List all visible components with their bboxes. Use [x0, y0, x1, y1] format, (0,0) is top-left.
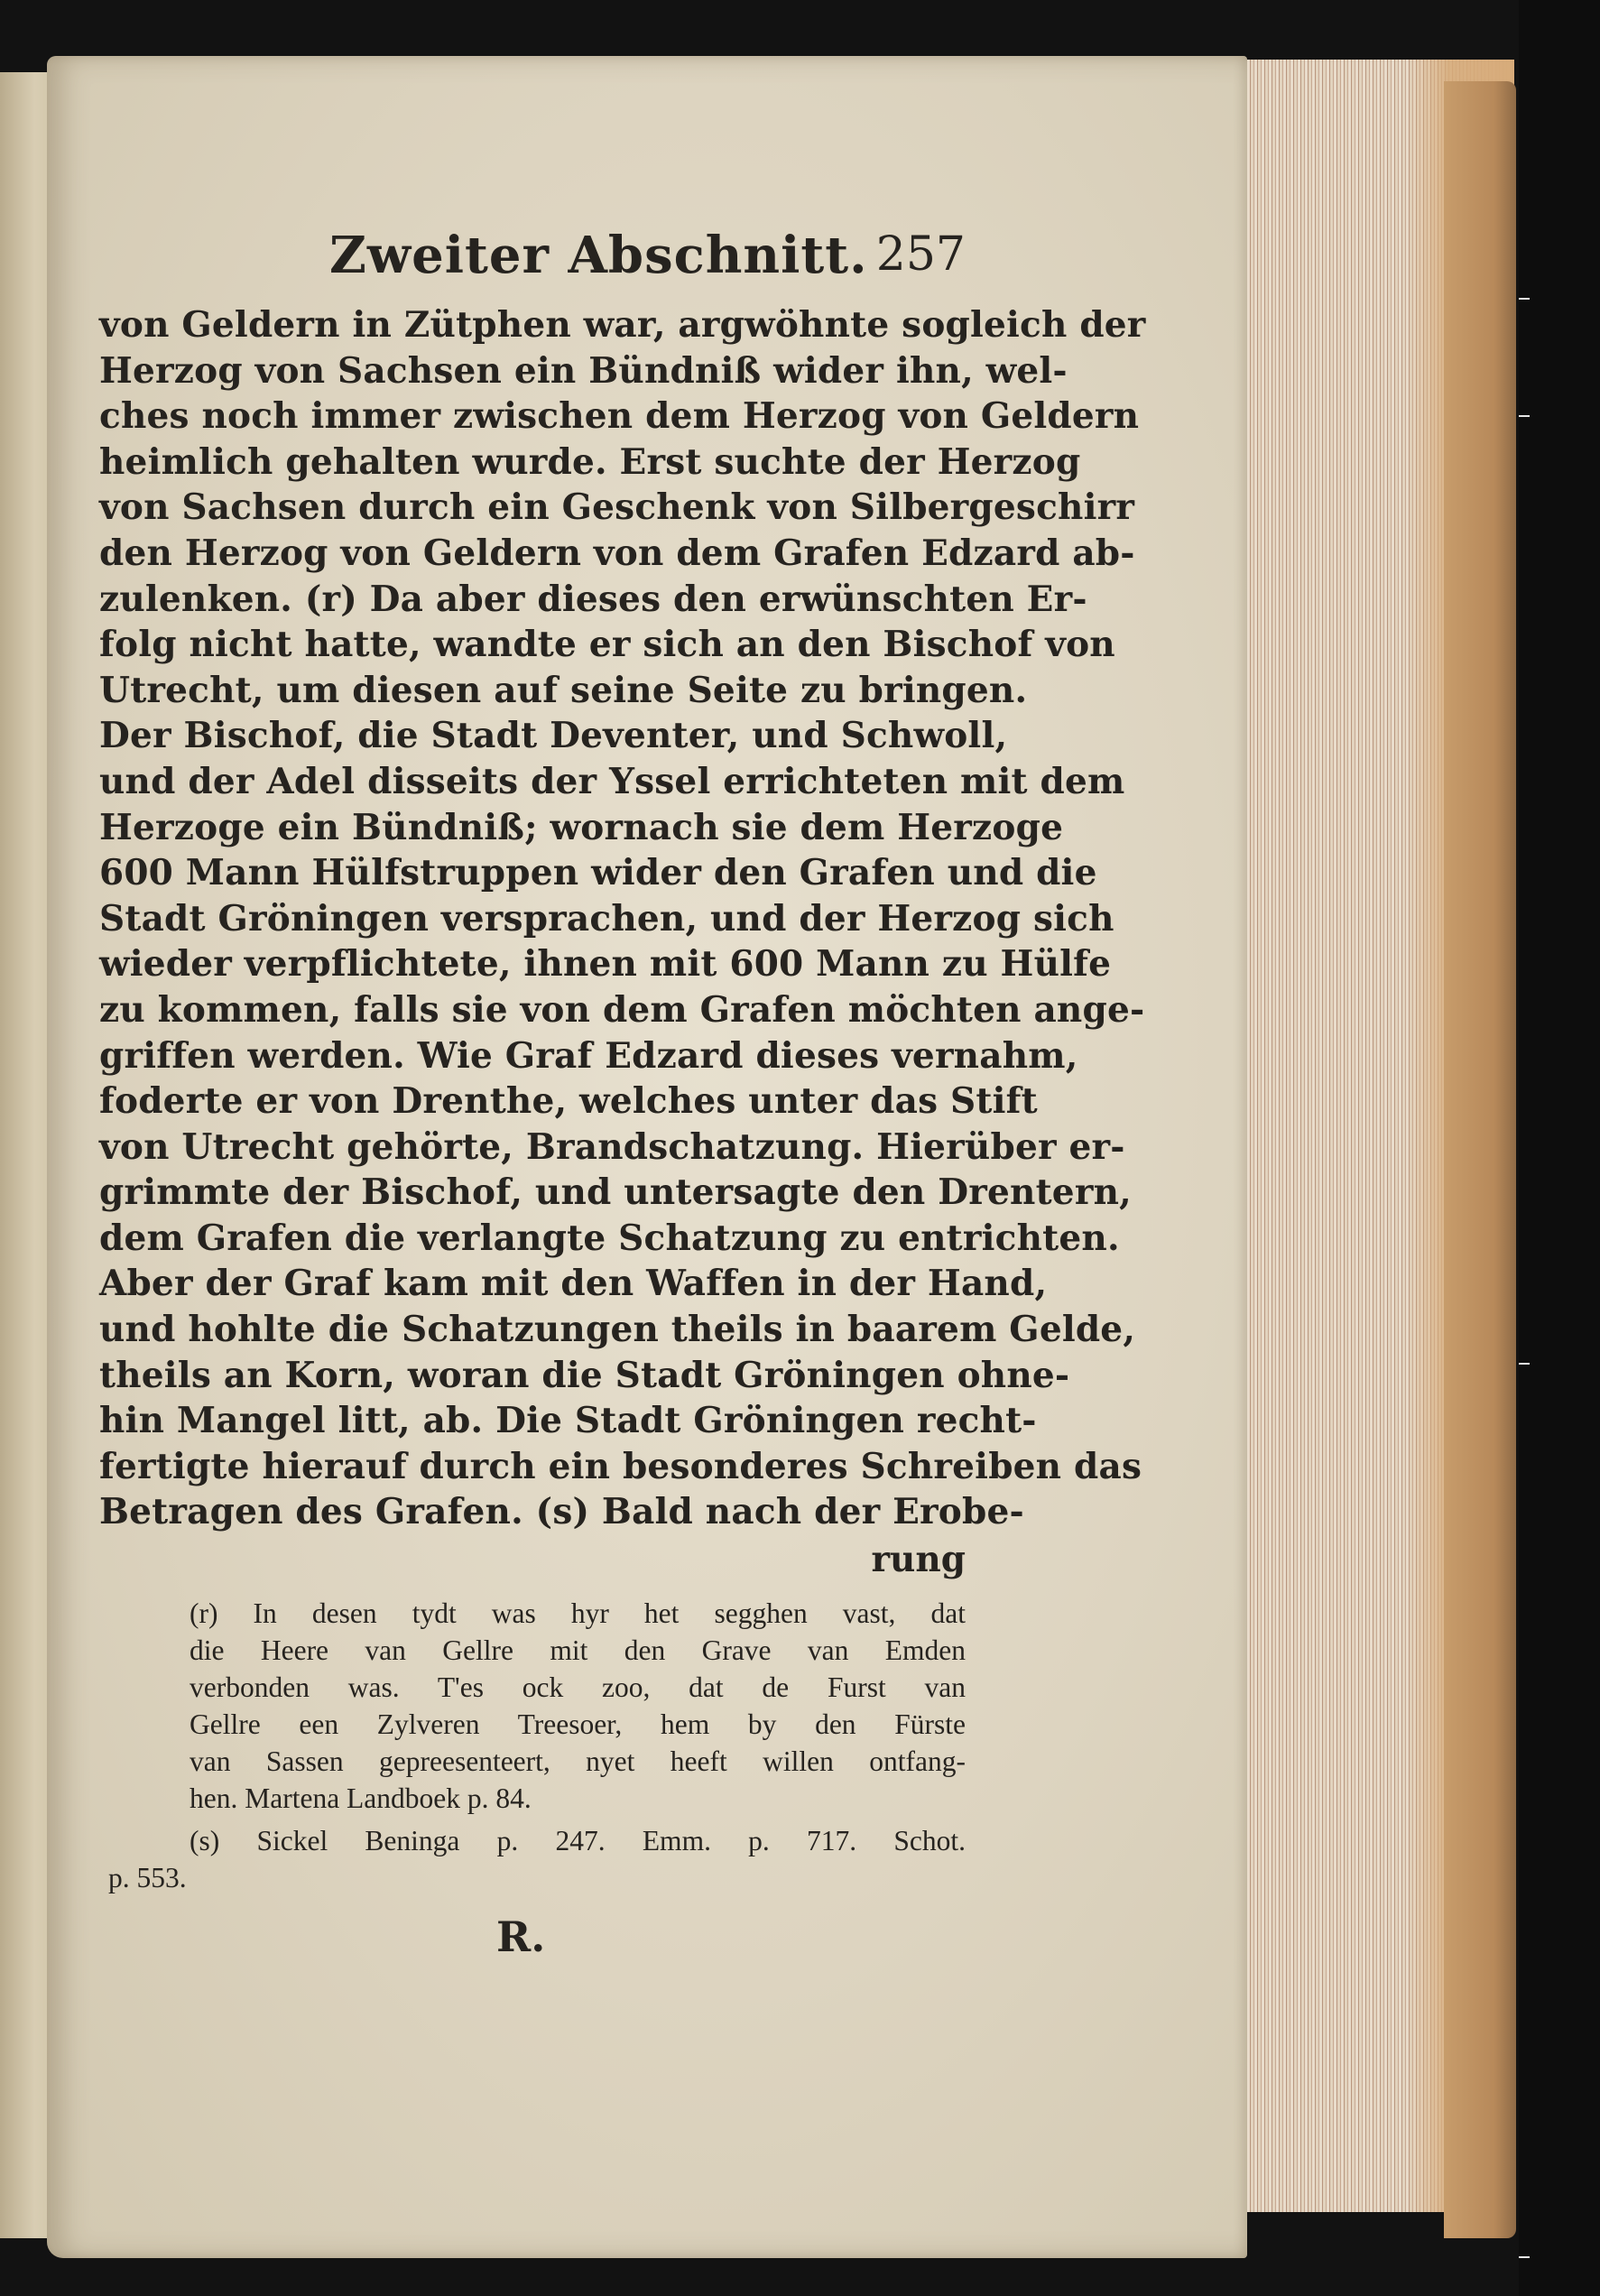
page-number: 257: [875, 227, 966, 282]
body-line: fertigte hierauf durch ein besonderes Schreiben das: [99, 1445, 1142, 1487]
body-line: von Geldern in Zütphen war, argwöhnte sogleich der: [99, 304, 1146, 346]
body-line: heimlich gehalten wurde. Erst suchte der Herzog: [99, 440, 1081, 483]
body-line: Herzoge ein Bündniß; wornach sie dem Herzoge: [99, 806, 1064, 848]
body-line: dem Grafen die verlangte Schatzung zu entrichten.: [99, 1217, 1120, 1259]
body-line: von Sachsen durch ein Geschenk von Silbergeschirr: [99, 486, 1135, 529]
body-line: hin Mangel litt, ab. Die Stadt Gröningen recht-: [99, 1400, 1037, 1442]
ruler-tick: [1519, 1363, 1530, 1365]
body-line: Aber der Graf kam mit den Waffen in der Hand,: [99, 1263, 1048, 1305]
footnote-line: (s) Sickel Beninga p. 247. Emm. p. 717. Schot.: [190, 1825, 966, 1857]
body-line: den Herzog von Geldern von dem Grafen Edzard ab-: [99, 532, 1135, 574]
running-title: Zweiter Abschnitt.: [329, 226, 868, 285]
scan-ruler: [1519, 0, 1600, 2296]
signature-mark: R.: [496, 1912, 546, 1962]
footnote-line: p. 553.: [108, 1862, 187, 1894]
body-line: Der Bischof, die Stadt Deventer, und Schwoll,: [99, 715, 1008, 757]
body-line: foderte er von Drenthe, welches unter das Stift: [99, 1080, 1038, 1123]
body-line: folg nicht hatte, wandte er sich an den Bischof von: [99, 624, 1115, 666]
body-line: ches noch immer zwischen dem Herzog von Geldern: [99, 395, 1140, 438]
body-line: grimmte der Bischof, und untersagte den Drentern,: [99, 1171, 1132, 1214]
book-cover-edge: [1444, 81, 1516, 2238]
body-line: Utrecht, um diesen auf seine Seite zu bringen.: [99, 669, 1028, 711]
footnote-r: [99, 1595, 966, 1817]
body-line: Herzog von Sachsen ein Bündniß wider ihn, wel-: [99, 349, 1068, 392]
body-line: und der Adel disseits der Yssel errichteten mit dem: [99, 760, 1125, 802]
footnote-line: van Sassen gepreesenteert, nyet heeft willen ontfang-: [190, 1745, 966, 1778]
body-line: zulenken. (r) Da aber dieses den erwünschten Er-: [99, 578, 1087, 620]
body-line: Betragen des Grafen. (s) Bald nach der Erobe-: [99, 1491, 1024, 1533]
footnote-line: hen. Martena Landboek p. 84.: [190, 1782, 532, 1815]
body-line: zu kommen, falls sie von dem Grafen möchten ange-: [99, 988, 1145, 1031]
body-text: [99, 302, 1146, 1535]
ruler-tick: [1519, 2256, 1530, 2258]
body-line: theils an Korn, woran die Stadt Gröningen ohne-: [99, 1354, 1070, 1396]
footnotes: [99, 1595, 966, 1896]
ruler-tick: [1519, 415, 1530, 417]
body-line: von Utrecht gehörte, Brandschatzung. Hierüber er-: [99, 1125, 1125, 1168]
footnote-line: die Heere van Gellre mit den Grave van Emden: [190, 1634, 966, 1667]
running-header: [99, 217, 966, 302]
catchword: rung: [871, 1539, 966, 1581]
body-line: und hohlte die Schatzungen theils in baarem Gelde,: [99, 1309, 1136, 1351]
footnote-line: (r) In desen tydt was hyr het segghen vast, dat: [190, 1597, 966, 1630]
body-line: wieder verpflichtete, ihnen mit 600 Mann zu Hülfe: [99, 943, 1112, 986]
footnote-line: Gellre een Zylveren Treesoer, hem by den Fürste: [190, 1708, 966, 1741]
body-line: 600 Mann Hülfstruppen wider den Grafen und die: [99, 852, 1097, 894]
body-line: Stadt Gröningen versprachen, und der Herzog sich: [99, 897, 1114, 940]
footnote-s: [99, 1822, 966, 1896]
page-text: [99, 217, 1146, 1962]
ruler-tick: [1519, 298, 1530, 300]
footnote-line: verbonden was. T'es ock zoo, dat de Furst van: [190, 1671, 966, 1704]
body-line: griffen werden. Wie Graf Edzard dieses vernahm,: [99, 1034, 1078, 1077]
